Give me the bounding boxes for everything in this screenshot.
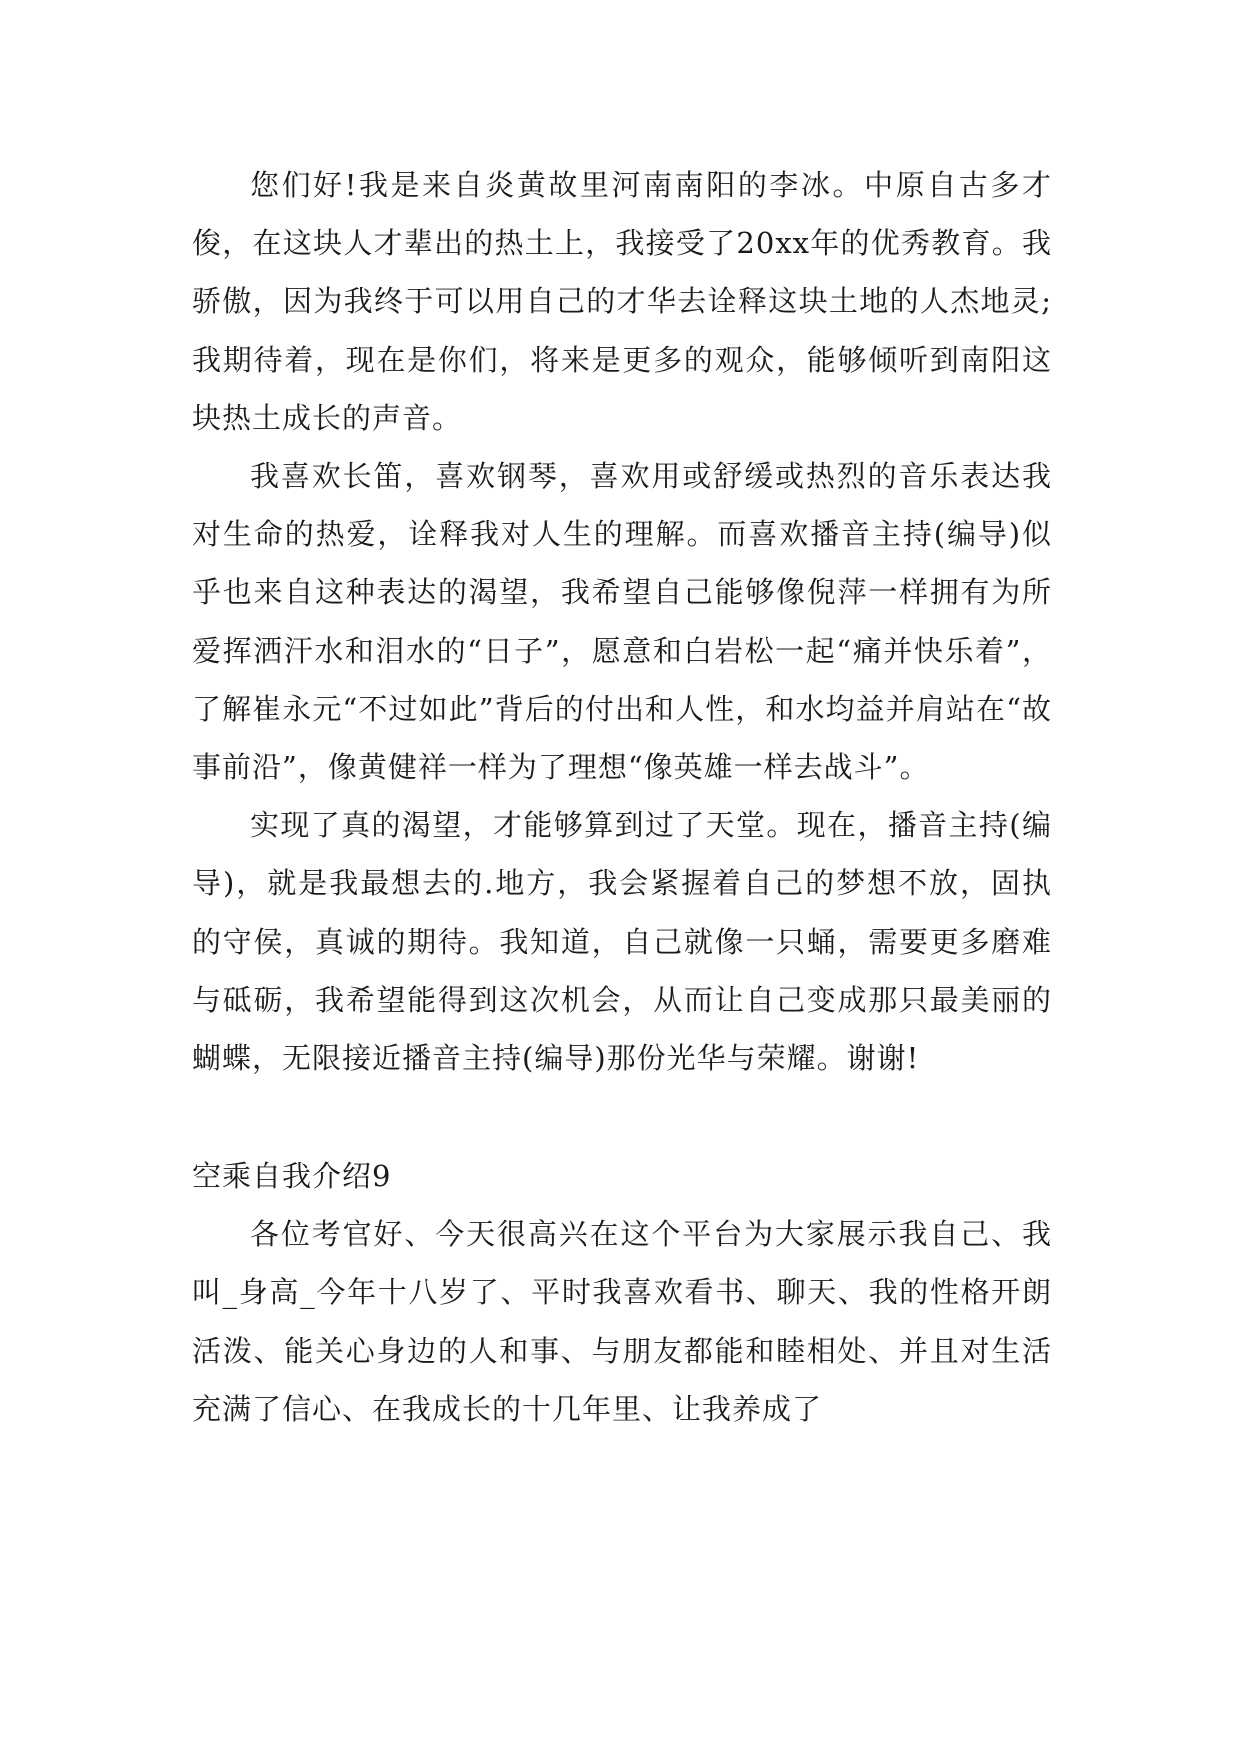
paragraph-intro: 您们好!我是来自炎黄故里河南南阳的李冰。中原自古多才俊，在这块人才辈出的热土上，我接受了20xx年的优秀教育。我骄傲，因为我终于可以用自己的才华去诠释这块土地的人杰地灵;我期待着，现在是你们，将来是更多的观众，能够倾听到南阳这块热土成长的声音。 — [192, 168, 1052, 435]
paragraph-flight-attendant-intro: 各位考官好、今天很高兴在这个平台为大家展示我自己、我叫_身高_今年十八岁了、平时我喜欢看书、聊天、我的性格开朗活泼、能关心身边的人和事、与朋友都能和睦相处、并且对生活充满了信心、在我成长的十几年里、让我养成了 — [192, 1217, 1052, 1426]
paragraph-hobbies: 我喜欢长笛，喜欢钢琴，喜欢用或舒缓或热烈的音乐表达我对生命的热爱，诠释我对人生的理解。而喜欢播音主持(编导)似乎也来自这种表达的渴望，我希望自己能够像倪萍一样拥有为所爱挥洒汗水和泪水的“日子”，愿意和白岩松一起“痛并快乐着”，了解崔永元“不过如此”背后的付出和人性，和水均益并肩站在“故事前沿”，像黄健祥一样为了理想“像英雄一样去战斗”。 — [192, 459, 1052, 785]
paragraph-aspiration: 实现了真的渴望，才能够算到过了天堂。现在，播音主持(编导)，就是我最想去的.地方，我会紧握着自己的梦想不放，固执的守侯，真诚的期待。我知道，自己就像一只蛹，需要更多磨难与砥砺，我希望能得到这次机会，从而让自己变成那只最美丽的蝴蝶，无限接近播音主持(编导)那份光华与荣耀。谢谢! — [192, 808, 1052, 1076]
section-spacer — [192, 1087, 1052, 1147]
section-heading: 空乘自我介绍9 — [192, 1159, 392, 1194]
document-body — [192, 156, 1052, 1438]
